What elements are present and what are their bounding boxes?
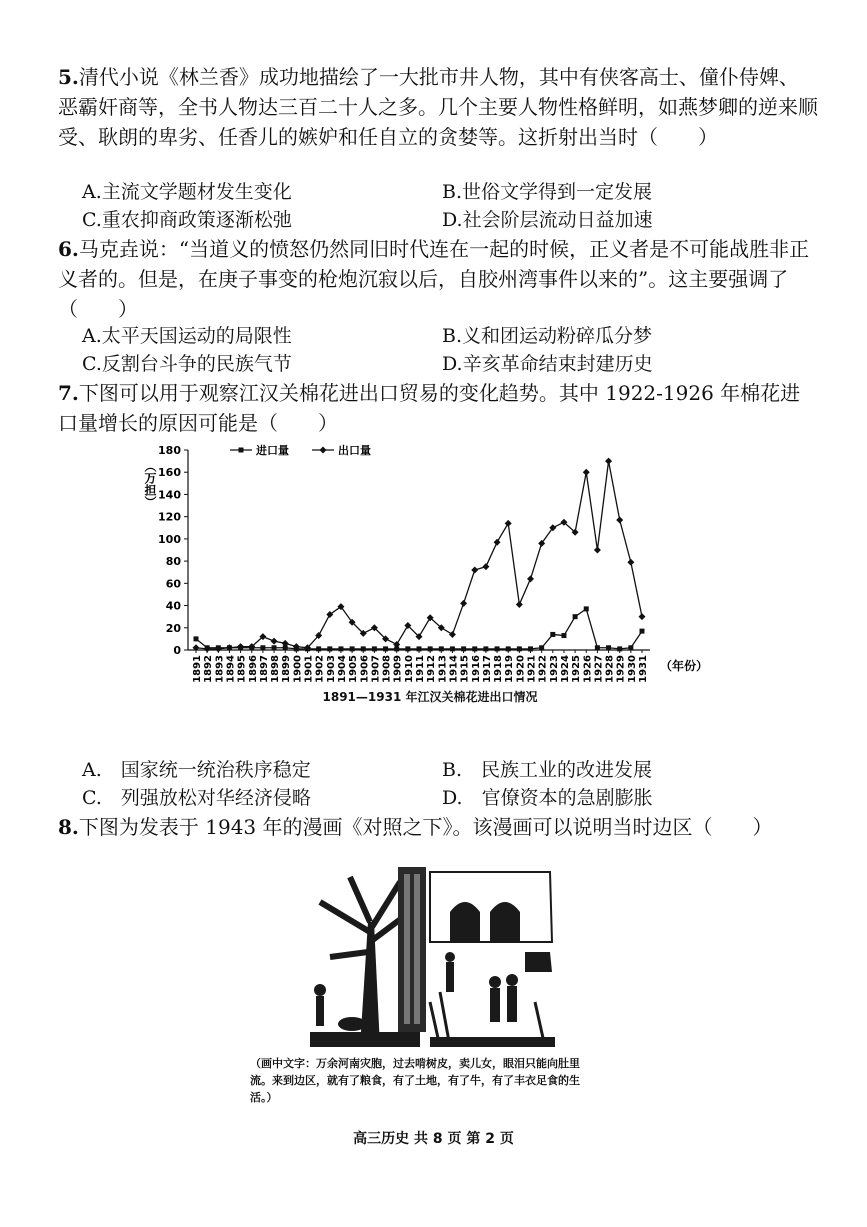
import-point — [316, 646, 321, 651]
x-tick-label: 1901 — [303, 655, 315, 683]
q6-option-b[interactable]: B.义和团运动粉碎瓜分梦 — [442, 325, 653, 347]
import-point — [260, 645, 265, 650]
q6-option-c[interactable]: C.反割台斗争的民族气节 — [82, 353, 292, 375]
import-point — [561, 633, 566, 638]
x-tick-label: 1892 — [203, 655, 215, 683]
import-point — [361, 646, 366, 651]
export-point — [482, 563, 489, 570]
y-tick-label: 60 — [165, 577, 181, 591]
x-tick-label: 1904 — [336, 655, 348, 683]
question-7-stem: 7.下图可以用于观察江汉关棉花进出口贸易的变化趋势。其中 1922-1926 年棉花进口量增长的原因可能是（ ） — [58, 381, 801, 435]
q5-option-d[interactable]: D.社会阶层流动日益加速 — [442, 209, 653, 231]
legend-label-import: 进口量 — [256, 444, 289, 457]
x-tick-label: 1907 — [370, 655, 382, 683]
import-point — [573, 614, 578, 619]
import-point — [461, 646, 466, 651]
question-5-options — [82, 178, 802, 234]
x-tick-label: 1929 — [615, 655, 627, 683]
q6-option-a[interactable]: A.太平天国运动的局限性 — [82, 325, 292, 347]
legend-marker-export — [320, 447, 327, 454]
import-point — [550, 632, 555, 637]
y-tick-label: 80 — [165, 555, 181, 569]
question-8-stem: 8.下图为发表于 1943 年的漫画《对照之下》。该漫画可以说明当时边区（ ） — [58, 815, 773, 839]
x-tick-label: 1902 — [314, 655, 326, 683]
cartoon-caption: （画中文字：万余河南灾胞，过去啃树皮，卖儿女，眼泪只能向肚里流。来到边区，就有了粮食，有了土地，有了牛，有了丰衣足食的生活。） — [250, 1057, 580, 1104]
export-point — [583, 469, 590, 476]
import-point — [539, 645, 544, 650]
import-point — [617, 646, 622, 651]
x-tick-label: 1927 — [593, 655, 605, 683]
export-point — [449, 631, 456, 638]
import-point — [439, 646, 444, 651]
export-point — [460, 600, 467, 607]
y-axis-label: （万担） — [143, 460, 157, 508]
import-point — [640, 629, 645, 634]
x-tick-label: 1924 — [559, 655, 571, 683]
legend-label-export: 出口量 — [338, 444, 371, 457]
export-point — [616, 517, 623, 524]
x-tick-label: 1912 — [426, 655, 438, 683]
q5-option-a[interactable]: A.主流文学题材发生变化 — [82, 181, 292, 203]
question-5-stem: 5.清代小说《林兰香》成功地描绘了一大批市井人物，其中有侠客高士、僮仆侍婢、恶霸奸商等，全书人物达三百二十人之多。几个主要人物性格鲜明，如燕梦卿的逆来顺受、耿朗的卑劣、任香儿的嫉妒和任自立的贪婪等。这折射出当时（ ） — [58, 65, 818, 149]
x-tick-label: 1913 — [437, 655, 449, 683]
import-point — [194, 636, 199, 641]
y-tick-label: 160 — [158, 466, 181, 480]
q5-option-c[interactable]: C.重农抑商政策逐渐松弛 — [82, 209, 292, 231]
x-tick-label: 1920 — [515, 655, 527, 683]
legend-marker-import — [239, 448, 244, 453]
x-tick-label: 1922 — [537, 655, 549, 683]
x-tick-label: 1918 — [493, 655, 505, 683]
y-tick-label: 100 — [158, 532, 181, 546]
question-6-options — [82, 322, 802, 378]
export-point — [271, 638, 278, 645]
import-point — [595, 645, 600, 650]
q6-option-d[interactable]: D.辛亥革命结束封建历史 — [442, 353, 653, 375]
x-tick-label: 1910 — [403, 655, 415, 683]
x-tick-label: 1914 — [448, 655, 460, 683]
x-tick-label: 1905 — [348, 655, 360, 683]
import-point — [506, 646, 511, 651]
y-tick-label: 180 — [158, 444, 181, 457]
x-tick-label: 1925 — [571, 655, 583, 683]
x-tick-label: 1926 — [582, 655, 594, 683]
import-point — [472, 646, 477, 651]
import-point — [517, 646, 522, 651]
x-axis-label: （年份） — [660, 659, 709, 673]
x-tick-label: 1897 — [258, 655, 270, 683]
x-tick-label: 1916 — [470, 655, 482, 683]
x-tick-label: 1919 — [504, 655, 516, 683]
import-point — [606, 645, 611, 650]
x-tick-label: 1928 — [604, 655, 616, 683]
x-tick-label: 1930 — [626, 655, 638, 683]
q7-option-c[interactable]: C. 列强放松对华经济侵略 — [82, 787, 311, 809]
export-point — [527, 575, 534, 582]
export-point — [505, 520, 512, 527]
x-tick-label: 1909 — [392, 655, 404, 683]
y-tick-label: 0 — [173, 644, 181, 657]
export-point — [639, 613, 646, 620]
x-tick-label: 1921 — [526, 655, 538, 683]
import-point — [417, 646, 422, 651]
x-tick-label: 1896 — [247, 655, 259, 683]
q5-option-b[interactable]: B.世俗文学得到一定发展 — [442, 181, 653, 203]
export-point — [516, 601, 523, 608]
cotton-trade-chart — [130, 438, 730, 688]
import-point — [528, 646, 533, 651]
x-tick-label: 1894 — [225, 655, 237, 683]
x-tick-label: 1911 — [415, 655, 426, 683]
question-7-options — [82, 756, 802, 812]
import-point — [495, 646, 500, 651]
y-tick-label: 140 — [158, 488, 181, 502]
y-tick-label: 40 — [165, 599, 181, 613]
x-tick-label: 1931 — [638, 655, 649, 683]
export-point — [471, 567, 478, 574]
question-6-stem: 6.马克垚说：“当道义的愤怒仍然同旧时代连在一起的时候，正义者是不可能战胜非正义者的。但是，在庚子事变的枪炮沉寂以后，自胶州湾事件以来的”。这主要强调了（ ） — [58, 237, 810, 321]
export-point — [494, 539, 501, 546]
x-tick-label: 1917 — [481, 655, 493, 683]
export-point — [594, 547, 601, 554]
x-tick-label: 1899 — [281, 655, 293, 683]
import-point — [450, 646, 455, 651]
export-point — [605, 458, 612, 465]
y-tick-label: 120 — [158, 510, 181, 524]
export-point — [627, 559, 634, 566]
q7-option-a[interactable]: A. 国家统一统治秩序稳定 — [82, 759, 311, 781]
page-footer: 高三历史 共 8 页 第 2 页 — [353, 1131, 514, 1147]
import-point — [383, 646, 388, 651]
import-point — [405, 646, 410, 651]
y-tick-label: 20 — [165, 621, 181, 635]
chart-title: 1891—1931 年江汉关棉花进出口情况 — [322, 690, 538, 704]
x-tick-label: 1903 — [325, 655, 337, 683]
import-point — [372, 646, 377, 651]
x-tick-label: 1923 — [548, 655, 560, 683]
import-point — [272, 645, 277, 650]
x-tick-label: 1906 — [359, 655, 371, 683]
import-point — [327, 646, 332, 651]
cartoon-image — [290, 862, 560, 1047]
q7-option-d[interactable]: D. 官僚资本的急剧膨胀 — [442, 787, 653, 809]
import-point — [483, 646, 488, 651]
x-tick-label: 1915 — [459, 655, 471, 683]
import-point — [428, 646, 433, 651]
q7-option-b[interactable]: B. 民族工业的改进发展 — [442, 759, 653, 781]
x-tick-label: 1895 — [236, 655, 248, 683]
import-point — [628, 645, 633, 650]
series-line-export — [196, 461, 642, 649]
x-tick-label: 1898 — [270, 655, 282, 683]
import-point — [584, 606, 589, 611]
x-tick-label: 1908 — [381, 655, 393, 683]
import-point — [350, 646, 355, 651]
x-tick-label: 1900 — [292, 655, 304, 683]
x-tick-label: 1893 — [214, 655, 226, 683]
x-tick-label: 1891 — [192, 655, 203, 683]
import-point — [338, 646, 343, 651]
